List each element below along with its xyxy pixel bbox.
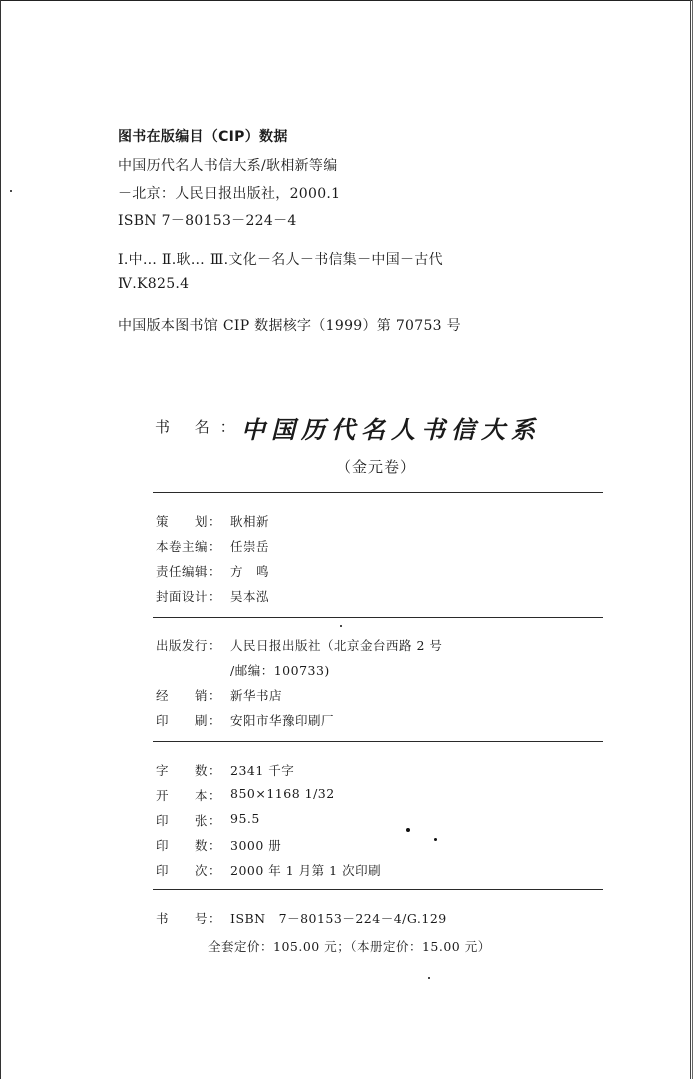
spec-label: 字 数：	[156, 763, 222, 778]
spec-label: 印 张：	[156, 813, 222, 828]
page-border-right	[690, 0, 691, 1079]
credit-label: 策 划：	[156, 514, 222, 529]
cip-title-line: 中国历代名人书信大系/耿相新等编	[118, 158, 338, 174]
price-value: 全套定价：105.00 元；（本册定价：15.00 元）	[208, 939, 491, 954]
credit-label: 责任编辑：	[156, 564, 222, 579]
scan-speck	[428, 977, 430, 979]
publisher-label: 出版发行：	[156, 638, 222, 653]
spec-value: 2000 年 1 月第 1 次印刷	[230, 863, 382, 878]
spec-label: 印 数：	[156, 838, 222, 853]
credit-value: 方 鸣	[230, 564, 270, 579]
credit-value: 任崇岳	[230, 539, 270, 554]
printer-label: 印 刷：	[156, 713, 222, 728]
spec-label: 开 本：	[156, 788, 222, 803]
divider-rule	[153, 741, 603, 742]
spec-value: 850×1168 1/32	[230, 786, 335, 801]
isbn-value: ISBN 7－80153－224－4/G.129	[230, 911, 447, 926]
book-title-label: 书 名：	[155, 418, 245, 436]
cip-publisher-line: －北京：人民日报出版社，2000.1	[118, 186, 341, 202]
credit-label: 本卷主编：	[156, 539, 222, 554]
isbn-label: 书 号：	[156, 911, 222, 926]
divider-rule	[153, 617, 603, 618]
page-border-top	[0, 0, 693, 1]
distributor-label: 经 销：	[156, 688, 222, 703]
distributor-value: 新华书店	[230, 688, 283, 703]
scan-speck	[340, 625, 342, 627]
page-border-left	[0, 0, 1, 1079]
credit-value: 吴本泓	[230, 589, 270, 604]
cip-heading: 图书在版编目（CIP）数据	[118, 129, 288, 145]
scan-speck	[10, 190, 12, 192]
credit-value: 耿相新	[230, 514, 270, 529]
divider-rule	[153, 889, 603, 890]
scan-speck	[434, 838, 437, 841]
divider-rule	[153, 492, 603, 493]
cip-subject-line: Ⅰ.中… Ⅱ.耿… Ⅲ.文化－名人－书信集－中国－古代	[118, 252, 443, 268]
cip-record-number-line: 中国版本图书馆 CIP 数据核字（1999）第 70753 号	[118, 318, 461, 334]
cip-isbn-line: ISBN 7－80153－224－4	[118, 213, 297, 229]
scan-speck	[406, 828, 410, 832]
spec-value: 95.5	[230, 811, 260, 826]
printer-value: 安阳市华豫印刷厂	[230, 713, 335, 728]
spec-value: 2341 千字	[230, 763, 295, 778]
book-volume: （金元卷）	[336, 458, 417, 476]
credit-label: 封面设计：	[156, 589, 222, 604]
postcode-value: /邮编：100733)	[230, 663, 330, 678]
book-title: 中国历代名人书信大系	[241, 415, 541, 444]
spec-label: 印 次：	[156, 863, 222, 878]
publisher-value: 人民日报出版社（北京金台西路 2 号	[230, 638, 443, 653]
cip-classification-line: Ⅳ.K825.4	[118, 276, 190, 292]
spec-value: 3000 册	[230, 838, 282, 853]
